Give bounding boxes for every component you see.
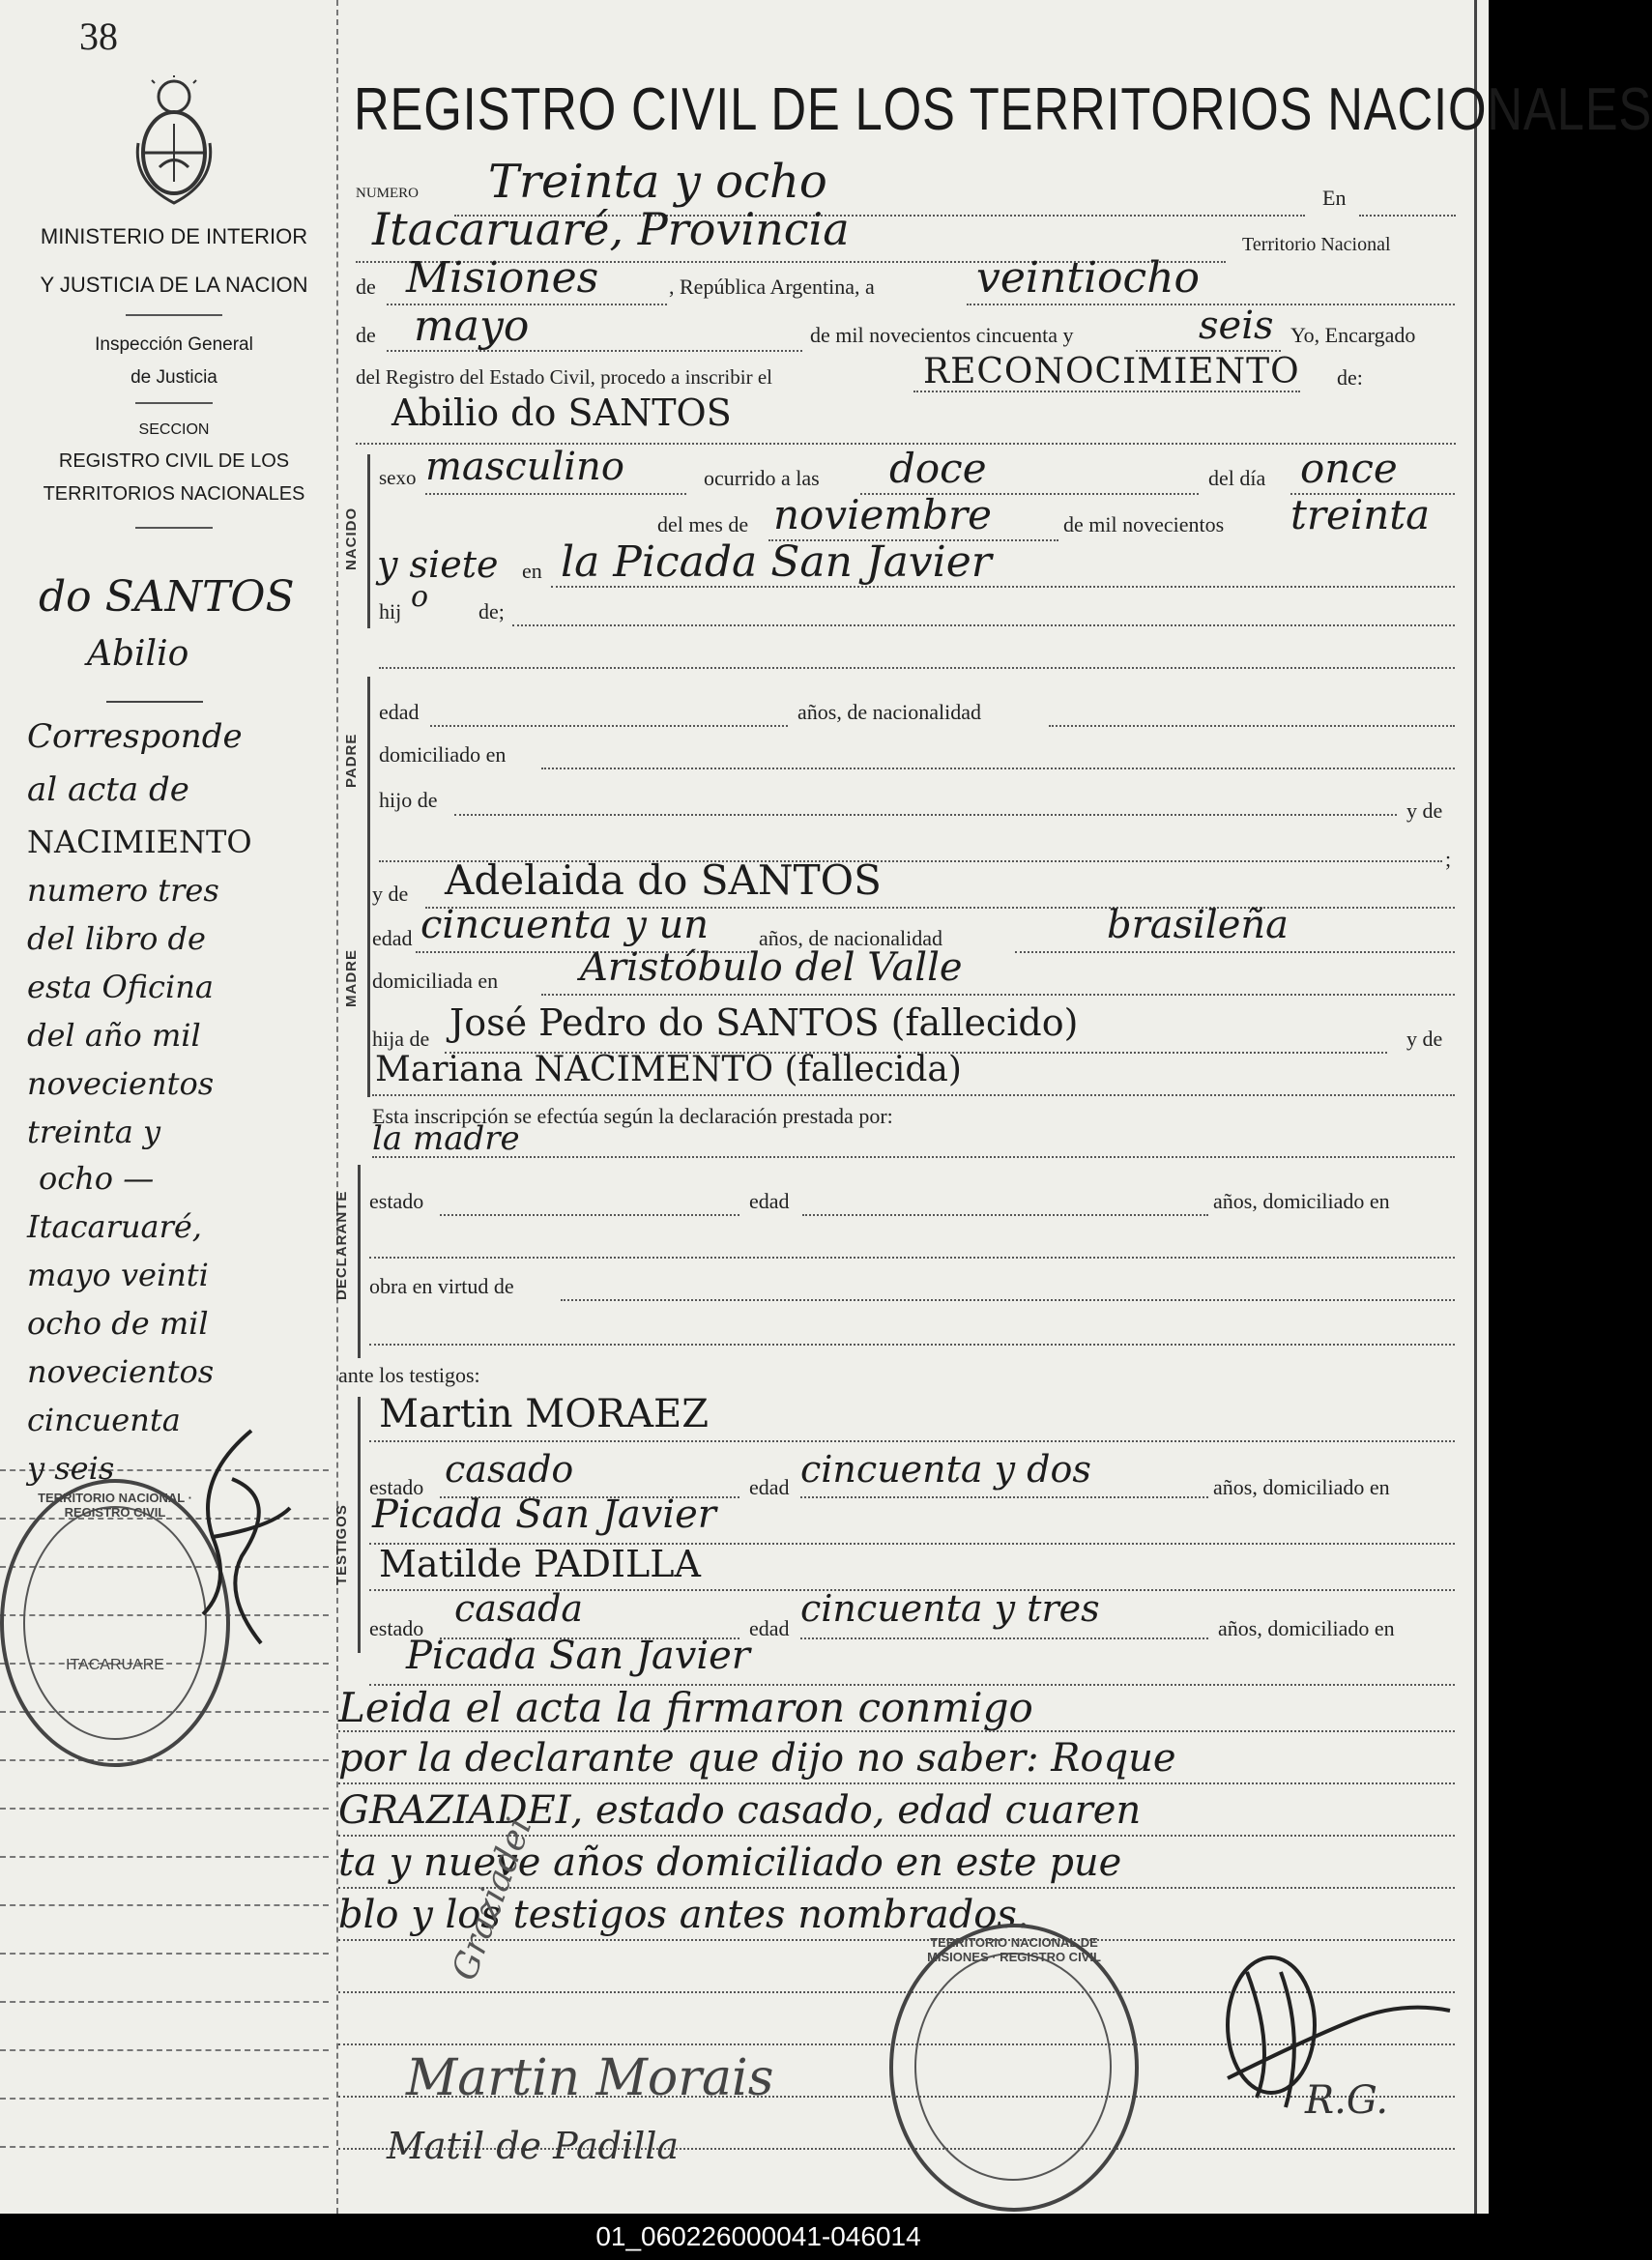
- margin-rule: [0, 2098, 329, 2100]
- padre-edad-label: edad: [379, 700, 420, 724]
- madre-anios-label: años, de nacionalidad: [759, 926, 942, 950]
- madre-name: Adelaida do SANTOS: [445, 856, 882, 904]
- section-label: SECCION: [138, 421, 210, 438]
- madre-section-label: MADRE: [343, 949, 360, 1007]
- margin-rule: [0, 1904, 329, 1906]
- divider: [126, 314, 222, 316]
- divider: [106, 701, 203, 703]
- margin-note-line: NACIMIENTO: [27, 824, 252, 860]
- margin-rule: [0, 2049, 329, 2051]
- madre-yde2-label: y de: [1406, 1027, 1443, 1051]
- testigo2-anios-label: años, domiciliado en: [1218, 1616, 1395, 1640]
- de-label: de: [356, 275, 376, 299]
- madre-hija-label: hija de: [372, 1027, 430, 1051]
- signature-martin: Martin Morais: [406, 2049, 774, 2107]
- numero-label: NUMERO: [356, 186, 420, 201]
- declarante-intro: Esta inscripción se efectúa según la declaración prestada por:: [372, 1104, 893, 1128]
- divider: [135, 402, 213, 404]
- testigo1-name: Martin MORAEZ: [379, 1392, 710, 1436]
- margin-note-line: numero tres: [27, 872, 219, 909]
- signature-graziadei: Graziadei: [445, 1812, 540, 1986]
- madre-yde-label: y de: [372, 882, 409, 906]
- testigos-section-label: TESTIGOS: [333, 1504, 350, 1585]
- lugar-value: la Picada San Javier: [561, 537, 992, 587]
- margin-note-line: del año mil: [27, 1017, 201, 1054]
- padre-end: ;: [1445, 847, 1452, 871]
- padre-yde-label: y de: [1406, 798, 1443, 823]
- testigo2-edad-label: edad: [749, 1616, 790, 1640]
- margin-note-line: y seis: [27, 1450, 115, 1487]
- margin-note-line: mayo veinti: [27, 1257, 209, 1293]
- hijo-label: hij: [379, 599, 402, 623]
- declarante-estado-label: estado: [369, 1189, 424, 1213]
- act-value: RECONOCIMIENTO: [923, 352, 1300, 391]
- province-value: Misiones: [406, 253, 599, 303]
- testigo1-anios-label: años, domiciliado en: [1213, 1475, 1390, 1499]
- margin-firstname: Abilio: [87, 634, 189, 674]
- numero-value: Treinta y ocho: [488, 155, 827, 209]
- mes-label: del mes de: [657, 512, 749, 536]
- month-value: mayo: [414, 302, 530, 351]
- madre-nacionalidad: brasileña: [1107, 903, 1289, 947]
- margin-note-line: cincuenta: [27, 1402, 181, 1438]
- declarante-obra-label: obra en virtud de: [369, 1274, 514, 1298]
- registrar-signature: [1189, 1933, 1460, 2156]
- margin-rule: [0, 1856, 329, 1858]
- closing-line: GRAZIADEI, estado casado, edad cuaren: [338, 1788, 1142, 1833]
- madre-padre-value: José Pedro do SANTOS (fallecido): [449, 1001, 1079, 1044]
- sexo-value: masculino: [425, 445, 624, 489]
- registro-label: del Registro del Estado Civil, procedo a inscribir el: [356, 365, 772, 389]
- stamp-right-text: TERRITORIO NACIONAL DE MISIONES · REGISTRO CIVIL: [927, 1935, 1101, 1964]
- margin-note-line: treinta y: [27, 1114, 161, 1150]
- stamp-left-center: ITACARUARE: [66, 1657, 164, 1673]
- anio-value-1: treinta: [1290, 491, 1431, 538]
- inspection-label-2: de Justicia: [130, 367, 217, 388]
- closing-line: por la declarante que dijo no saber: Roque: [338, 1736, 1176, 1781]
- divider: [135, 527, 213, 529]
- hora-value: doce: [889, 445, 987, 492]
- hora-label: ocurrido a las: [704, 466, 820, 490]
- section-label-3: TERRITORIOS NACIONALES: [43, 483, 305, 505]
- margin-note-line: esta Oficina: [27, 969, 214, 1005]
- margin-note-line: novecientos: [27, 1065, 215, 1102]
- closing-line: ta y nueve años domiciliado en este pue: [338, 1840, 1122, 1885]
- testigos-intro: ante los testigos:: [338, 1363, 480, 1387]
- day-value: veintiocho: [976, 253, 1201, 303]
- ministry-title: MINISTERIO DE INTERIOR: [40, 224, 308, 248]
- mes-value: noviembre: [773, 491, 992, 538]
- signature-matilde: Matil de Padilla: [387, 2125, 680, 2167]
- hijo-de-label: de;: [478, 599, 505, 623]
- padre-section-label: PADRE: [343, 733, 360, 788]
- year-value: seis: [1199, 304, 1274, 348]
- place-value: Itacaruaré, Provincia: [372, 203, 850, 255]
- declarante-value: la madre: [372, 1119, 520, 1158]
- republica-label: , República Argentina, a: [669, 275, 875, 299]
- en-label: En: [1322, 186, 1347, 210]
- padre-hijo-label: hijo de: [379, 788, 438, 812]
- madre-madre-value: Mariana NACIMENTO (fallecida): [375, 1050, 962, 1089]
- margin-note-line: ocho de mil: [27, 1305, 209, 1342]
- dia-label: del día: [1208, 466, 1266, 490]
- padre-domicilio-label: domiciliado en: [379, 742, 507, 767]
- margin-rule: [0, 1953, 329, 1955]
- margin-rule: [0, 2001, 329, 2003]
- nacido-section-label: NACIDO: [343, 507, 360, 570]
- testigo1-domicilio: Picada San Javier: [372, 1492, 716, 1537]
- sexo-label: sexo: [379, 466, 417, 489]
- yo-label: Yo, Encargado: [1290, 323, 1416, 347]
- signature-initials: R.G.: [1305, 2078, 1389, 2123]
- closing-line: Leida el acta la firmaron conmigo: [338, 1684, 1033, 1731]
- inspection-label: Inspección General: [95, 334, 253, 355]
- margin-signature: [174, 1421, 319, 1663]
- coat-of-arms-icon: [130, 75, 217, 211]
- right-edge: [1474, 0, 1477, 2214]
- footer-id: 01_060226000041-046014: [595, 2221, 921, 2251]
- margin-note-line: Corresponde: [27, 717, 243, 756]
- margin-note-line: del libro de: [27, 920, 206, 957]
- madre-domicilio-label: domiciliada en: [372, 969, 499, 993]
- margin-rule: [0, 1759, 329, 1761]
- registry-stamp-right: [889, 1924, 1139, 2212]
- testigo2-edad: cincuenta y tres: [800, 1587, 1100, 1630]
- testigo1-edad: cincuenta y dos: [800, 1448, 1091, 1491]
- madre-domicilio-value: Aristóbulo del Valle: [580, 945, 963, 990]
- margin-rule: [0, 1808, 329, 1810]
- testigo1-estado-label: estado: [369, 1475, 424, 1499]
- testigo2-estado-label: estado: [369, 1616, 424, 1640]
- territorio-label: Territorio Nacional: [1242, 234, 1391, 255]
- testigo1-edad-label: edad: [749, 1475, 790, 1499]
- testigo1-estado: casado: [445, 1448, 574, 1491]
- dia-value: once: [1300, 445, 1398, 492]
- anio-label: de mil novecientos: [1063, 512, 1225, 536]
- anio-value-2: y siete: [377, 543, 499, 586]
- testigo2-domicilio: Picada San Javier: [406, 1634, 750, 1678]
- margin-note-line: al acta de: [27, 770, 189, 809]
- person-name: Abilio do SANTOS: [391, 391, 732, 434]
- de2-label: de: [356, 323, 376, 347]
- form-title: REGISTRO CIVIL DE LOS TERRITORIOS NACIONALES: [354, 76, 1652, 143]
- madre-edad-label: edad: [372, 926, 413, 950]
- nacido-en-label: en: [522, 559, 542, 583]
- de3-label: de:: [1337, 365, 1363, 390]
- declarante-section-label: DECLARANTE: [333, 1190, 350, 1300]
- page-number: 38: [79, 14, 118, 58]
- ministry-title-2: Y JUSTICIA DE LA NACION: [40, 273, 308, 297]
- stamp-left-text: TERRITORIO NACIONAL · REGISTRO CIVIL: [38, 1491, 192, 1520]
- margin-note-line: ocho —: [39, 1160, 155, 1197]
- margin-note-line: Itacaruaré,: [27, 1208, 202, 1245]
- testigo2-name: Matilde PADILLA: [379, 1543, 701, 1585]
- margin-note-line: novecientos: [27, 1353, 215, 1390]
- hijo-value: o: [411, 580, 429, 614]
- margin-rule: [0, 2146, 329, 2148]
- year-label: de mil novecientos cincuenta y: [810, 323, 1074, 347]
- closing-line: blo y los testigos antes nombrados.: [338, 1893, 1029, 1937]
- declarante-edad-label: edad: [749, 1189, 790, 1213]
- madre-edad-value: cincuenta y un: [420, 903, 710, 947]
- section-label-2: REGISTRO CIVIL DE LOS: [58, 450, 290, 472]
- margin-surname: do SANTOS: [39, 572, 295, 622]
- padre-anios-label: años, de nacionalidad: [797, 700, 981, 724]
- declarante-anios-label: años, domiciliado en: [1213, 1189, 1390, 1213]
- testigo2-estado: casada: [454, 1587, 584, 1630]
